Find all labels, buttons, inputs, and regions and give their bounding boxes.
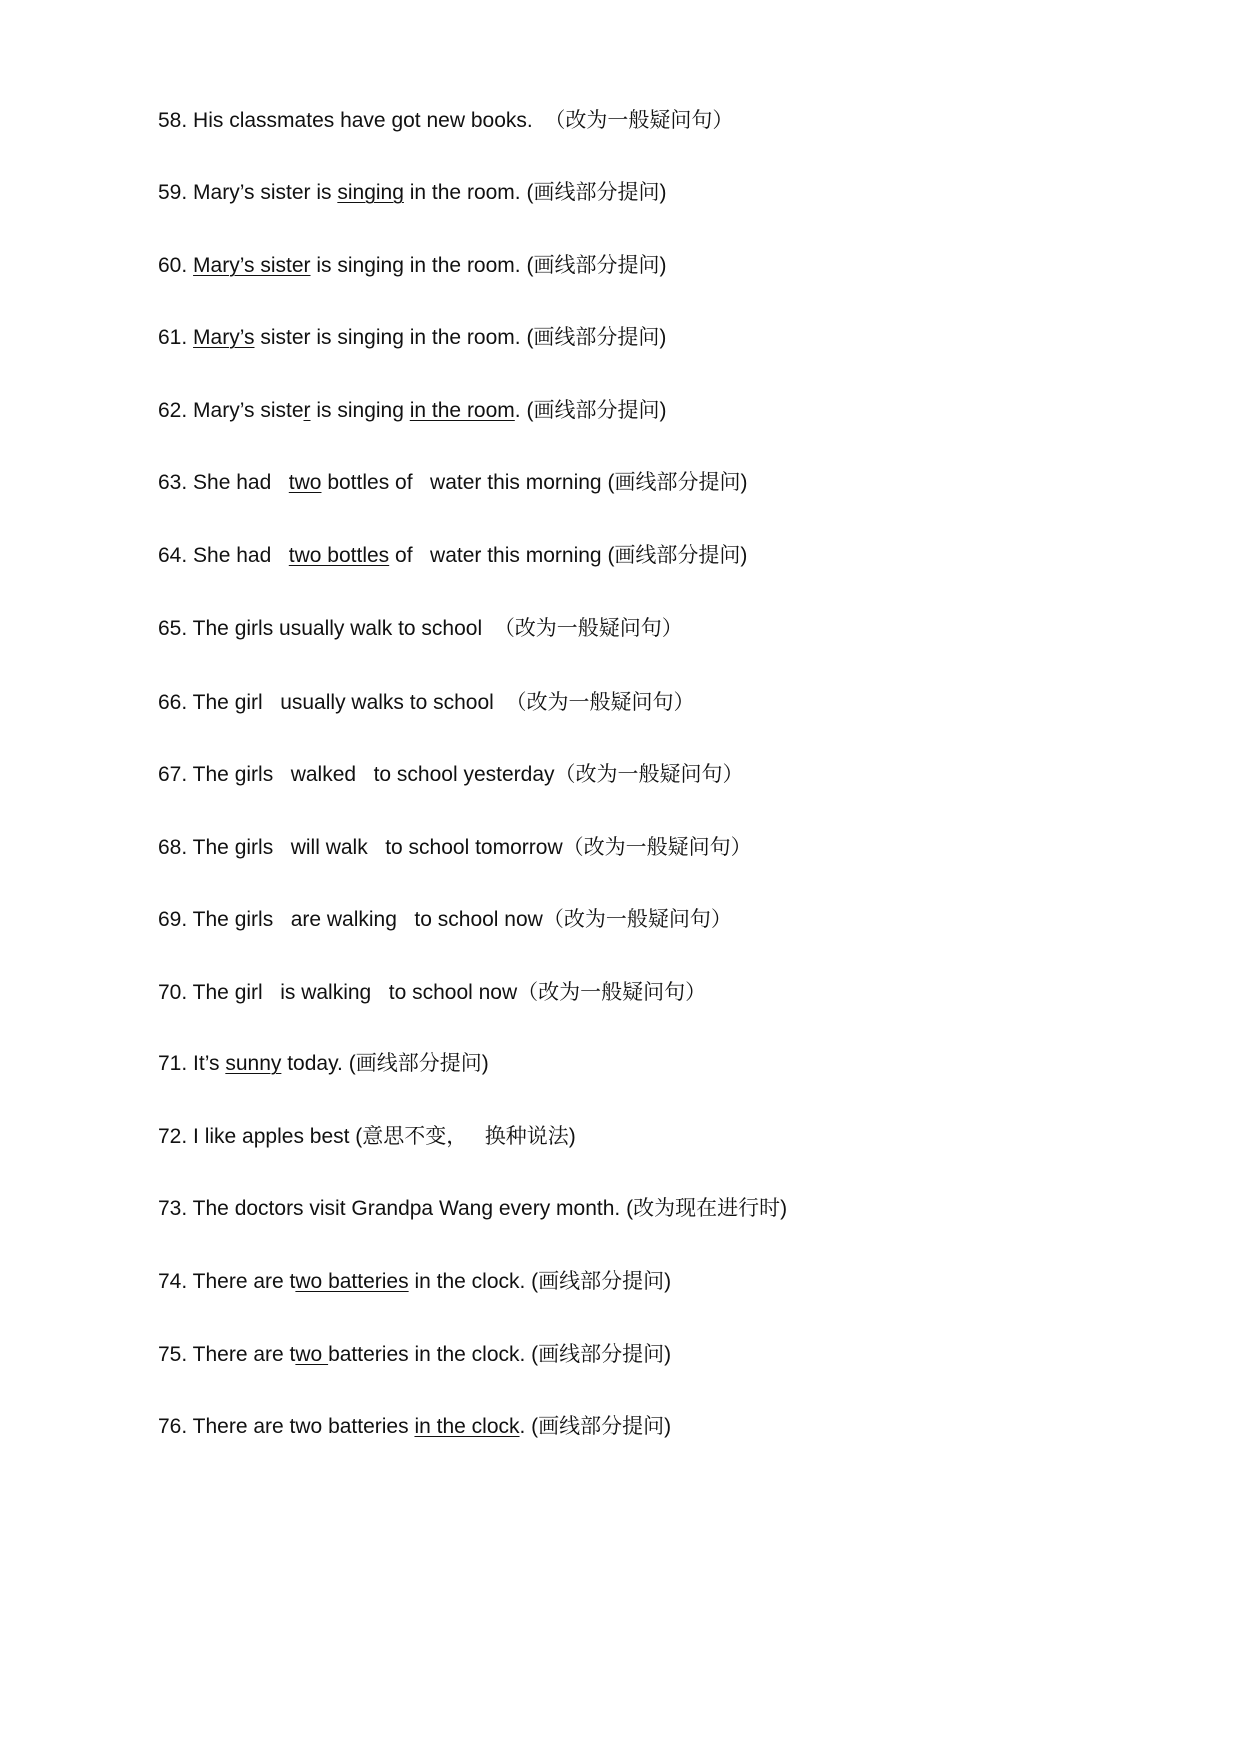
exercise-number: 71. bbox=[158, 1052, 188, 1075]
exercise-72 bbox=[158, 1124, 576, 1150]
exercise-number: 64. bbox=[158, 544, 188, 567]
exercise-number: 72. bbox=[158, 1125, 188, 1148]
exercise-74 bbox=[158, 1269, 671, 1295]
exercise-60 bbox=[158, 253, 666, 279]
exercise-71 bbox=[158, 1051, 489, 1077]
exercise-number: 68. bbox=[158, 836, 188, 859]
exercise-text: The girls will walk to school tomorrow bbox=[192, 836, 563, 859]
exercise-number: 63. bbox=[158, 471, 188, 494]
exercise-61 bbox=[158, 325, 666, 351]
exercise-instruction: （改为一般疑问句） bbox=[562, 835, 752, 859]
exercise-text: sister is singing in the room. (画线部分提问) bbox=[254, 326, 667, 349]
underlined-text: Mary’s bbox=[193, 326, 255, 349]
exercise-text: The girl is walking to school now bbox=[192, 981, 518, 1004]
underlined-text: sunny bbox=[225, 1052, 282, 1075]
exercise-number: 60. bbox=[158, 254, 188, 277]
exercise-text: of water this morning (画线部分提问) bbox=[389, 544, 748, 567]
exercise-text: The girls are walking to school now bbox=[192, 908, 543, 931]
exercise-number: 70. bbox=[158, 981, 188, 1004]
exercise-text: The girl usually walks to school bbox=[192, 691, 506, 714]
exercise-text: bottles of water this morning (画线部分提问) bbox=[321, 471, 748, 494]
exercise-number: 58. bbox=[158, 109, 188, 132]
exercise-text: There are two batteries bbox=[192, 1415, 415, 1438]
underlined-text: Mary’s sister bbox=[193, 254, 311, 277]
exercise-text: . (画线部分提问) bbox=[514, 399, 667, 422]
exercise-68 bbox=[158, 834, 752, 861]
exercise-text: in the clock. (画线部分提问) bbox=[408, 1270, 672, 1293]
exercise-text: The girls walked to school yesterday bbox=[192, 763, 555, 786]
underlined-text: wo bbox=[295, 1343, 329, 1366]
exercise-70 bbox=[158, 979, 706, 1006]
exercise-instruction: （改为一般疑问句） bbox=[544, 108, 734, 132]
exercise-text: It’s bbox=[193, 1052, 226, 1075]
exercise-instruction: （改为一般疑问句） bbox=[554, 762, 744, 786]
exercise-66 bbox=[158, 689, 694, 716]
exercise-number: 69. bbox=[158, 908, 188, 931]
exercise-number: 65. bbox=[158, 617, 188, 640]
exercise-text: The doctors visit Grandpa Wang every month. (改为现在进行时) bbox=[192, 1197, 788, 1220]
exercise-73 bbox=[158, 1196, 787, 1222]
exercise-59 bbox=[158, 180, 666, 206]
exercise-instruction: （改为一般疑问句） bbox=[493, 616, 683, 640]
exercise-text: His classmates have got new books. bbox=[193, 109, 545, 132]
exercise-number: 75. bbox=[158, 1343, 188, 1366]
underlined-text: in the room bbox=[409, 399, 515, 422]
exercise-text: is singing bbox=[310, 399, 410, 422]
exercise-67 bbox=[158, 761, 744, 788]
exercise-number: 67. bbox=[158, 763, 188, 786]
exercise-number: 74. bbox=[158, 1270, 188, 1293]
exercise-58 bbox=[158, 107, 733, 134]
underlined-text: two bbox=[288, 471, 322, 494]
exercise-text: She had bbox=[193, 471, 289, 494]
exercise-text: today. (画线部分提问) bbox=[281, 1052, 489, 1075]
exercise-number: 73. bbox=[158, 1197, 188, 1220]
exercise-text: Mary’s siste bbox=[193, 399, 304, 422]
exercise-text: I like apples best (意思不变， 换种说法) bbox=[193, 1125, 576, 1148]
exercise-65 bbox=[158, 615, 683, 642]
exercise-text: Mary’s sister is bbox=[193, 181, 338, 204]
exercise-text: The girls usually walk to school bbox=[192, 617, 494, 640]
exercise-instruction: （改为一般疑问句） bbox=[505, 690, 695, 714]
exercise-number: 61. bbox=[158, 326, 188, 349]
exercise-text: She had bbox=[193, 544, 289, 567]
exercise-text: There are t bbox=[192, 1270, 296, 1293]
exercise-69 bbox=[158, 906, 732, 933]
exercise-75 bbox=[158, 1342, 671, 1368]
exercise-76 bbox=[158, 1414, 671, 1440]
underlined-text: two bottles bbox=[288, 544, 390, 567]
underlined-text: r bbox=[303, 399, 311, 422]
exercise-number: 66. bbox=[158, 691, 188, 714]
exercise-number: 76. bbox=[158, 1415, 188, 1438]
exercise-instruction: （改为一般疑问句） bbox=[517, 980, 707, 1004]
exercise-text: batteries in the clock. (画线部分提问) bbox=[328, 1343, 672, 1366]
exercise-63 bbox=[158, 470, 747, 496]
exercise-text: in the room. (画线部分提问) bbox=[403, 181, 667, 204]
exercise-instruction: （改为一般疑问句） bbox=[542, 907, 732, 931]
exercise-text: There are t bbox=[192, 1343, 296, 1366]
exercise-62 bbox=[158, 398, 666, 424]
exercise-number: 62. bbox=[158, 399, 188, 422]
underlined-text: wo batteries bbox=[295, 1270, 409, 1293]
exercise-text: is singing in the room. (画线部分提问) bbox=[310, 254, 667, 277]
exercise-text: . (画线部分提问) bbox=[519, 1415, 672, 1438]
underlined-text: singing bbox=[337, 181, 404, 204]
exercise-number: 59. bbox=[158, 181, 188, 204]
underlined-text: in the clock bbox=[414, 1415, 520, 1438]
exercise-64 bbox=[158, 543, 747, 569]
